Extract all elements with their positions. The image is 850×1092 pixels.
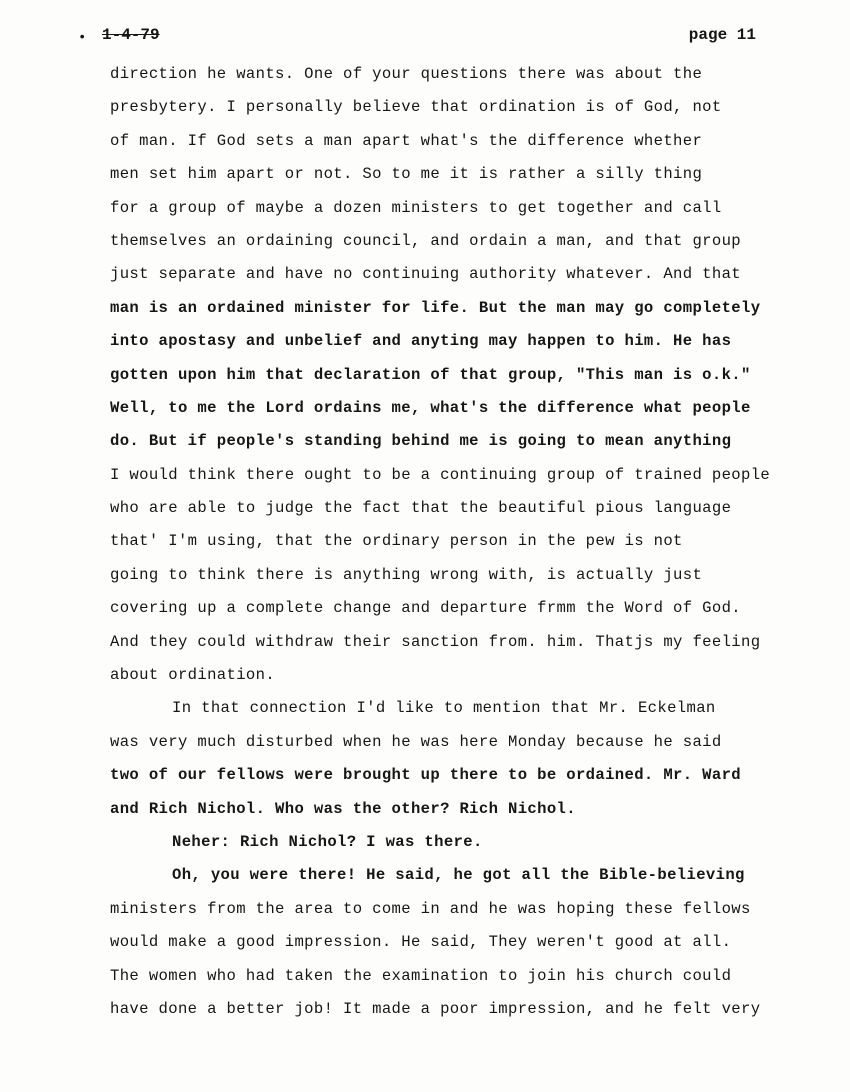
transcript-line: The women who had taken the examination to join his church could (110, 966, 732, 985)
page-header (78, 26, 768, 50)
transcript-line: gotten upon him that declaration of that group, "This man is o.k." (110, 365, 751, 384)
transcript-line: covering up a complete change and departure frmm the Word of God. (110, 599, 742, 618)
transcript-line: who are able to judge the fact that the beautiful pious language (110, 499, 732, 518)
transcript-line: man is an ordained minister for life. But the man may go completely (110, 298, 761, 317)
transcript-line: In that connection I'd like to mention that Mr. Eckelman (172, 699, 716, 718)
transcript-line: for a group of maybe a dozen ministers to get together and call (110, 198, 722, 217)
transcript-line: and Rich Nichol. Who was the other? Rich Nichol. (110, 799, 576, 818)
transcript-line: direction he wants. One of your questions there was about the (110, 65, 703, 83)
transcript-line: Well, to me the Lord ordains me, what's the difference what people (110, 398, 751, 417)
transcript-line: Neher: Rich Nichol? I was there. (172, 832, 483, 851)
transcript-line: themselves an ordaining council, and ordain a man, and that group (110, 231, 742, 250)
transcript-line: I would think there ought to be a continuing group of trained people (110, 465, 771, 484)
transcript-line: of man. If God sets a man apart what's the difference whether (110, 131, 703, 150)
transcript-line: Oh, you were there! He said, he got all the Bible-believing (172, 866, 745, 885)
transcript-line: would make a good impression. He said, They weren't good at all. (110, 933, 732, 952)
transcript-line: going to think there is anything wrong with, is actually just (110, 565, 703, 584)
transcript-body (110, 58, 820, 1026)
transcript-line: men set him apart or not. So to me it is rather a silly thing (110, 165, 703, 184)
transcript-line: into apostasy and unbelief and anyting may happen to him. He has (110, 332, 732, 351)
transcript-line: was very much disturbed when he was here Monday because he said (110, 732, 722, 751)
margin-bullet: • (78, 30, 87, 46)
transcript-line: have done a better job! It made a poor impression, and he felt very (110, 999, 761, 1018)
transcript-line: just separate and have no continuing authority whatever. And that (110, 265, 742, 284)
transcript-line: about ordination. (110, 666, 276, 685)
transcript-line: do. But if people's standing behind me is going to mean anything (110, 432, 732, 451)
transcript-line: And they could withdraw their sanction from. him. Thatjs my feeling (110, 632, 761, 651)
transcript-line: presbytery. I personally believe that ordination is of God, not (110, 98, 722, 117)
document-date: 1-4-79 (102, 26, 160, 44)
transcript-line: two of our fellows were brought up there to be ordained. Mr. Ward (110, 766, 742, 785)
page-number: page 11 (688, 26, 756, 44)
transcript-line: ministers from the area to come in and he was hoping these fellows (110, 899, 751, 918)
transcript-line: that' I'm using, that the ordinary person in the pew is not (110, 532, 683, 551)
